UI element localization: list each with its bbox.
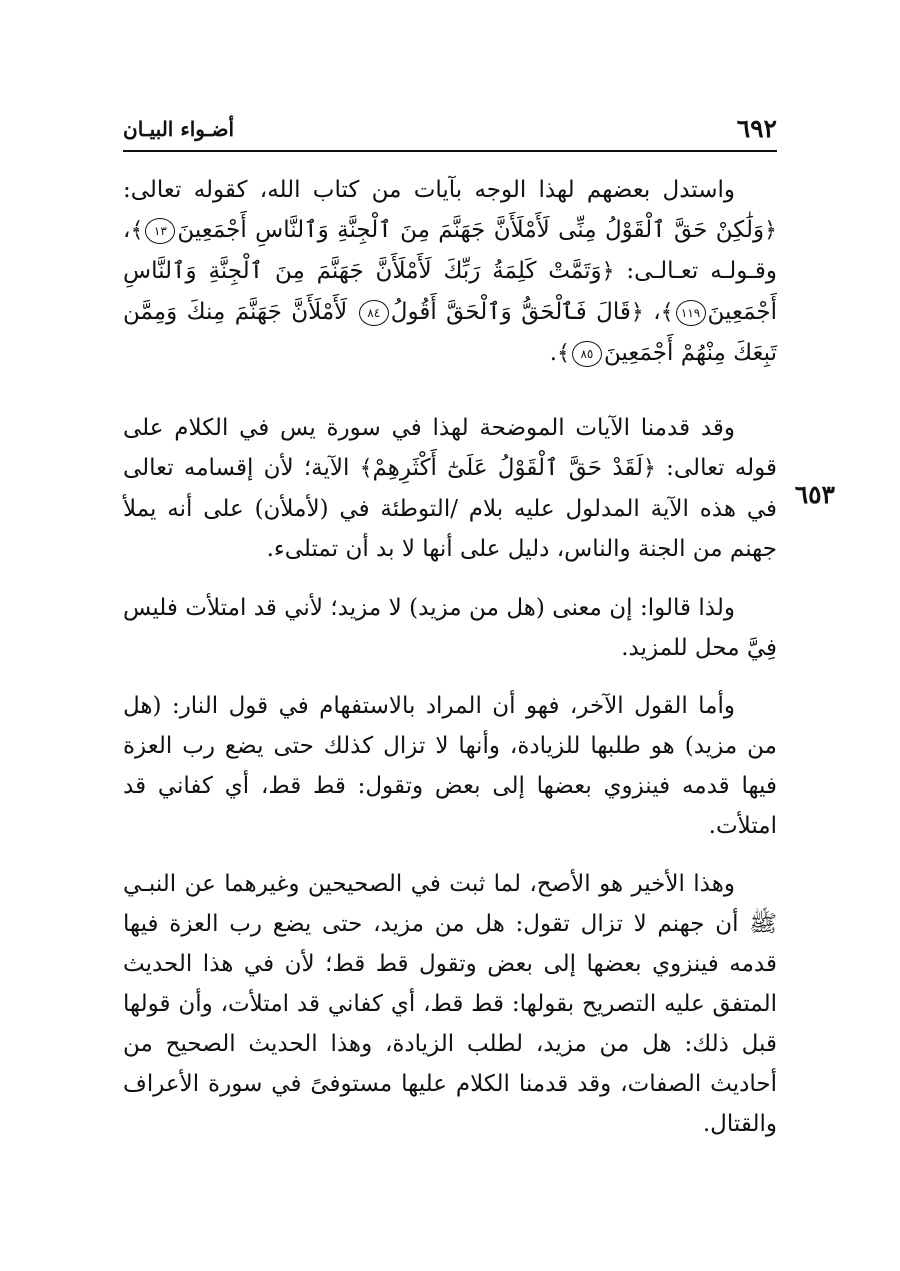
quran-verse-3a: قَالَ فَٱلْحَقُّ وَٱلْحَقَّ أَقُولُ [390, 299, 631, 325]
paragraph-1: واستدل بعضهم لهذا الوجه بآيات من كتاب الله، كقوله تعالى: ﴿وَلَٰكِنْ حَقَّ ٱلْقَوْلُ مِنِّى لَأَمْلَأَنَّ جَهَنَّمَ مِنَ ٱلْجِنَّةِ وَٱلنَّاسِ أَجْمَعِينَ١٣﴾، وقـولـه تعـالـى: ﴿وَتَمَّتْ كَلِمَةُ رَبِّكَ لَأَمْلَأَنَّ جَهَنَّمَ مِنَ ٱلْجِنَّةِ وَٱلنَّاسِ أَجْمَعِينَ١١٩﴾، ﴿قَالَ فَٱلْحَقُّ وَٱلْحَقَّ أَقُولُ٨٤ لَأَمْلَأَنَّ جَهَنَّمَ مِنكَ وَمِمَّن تَبِعَكَ مِنْهُمْ أَجْمَعِينَ٨٥﴾. [123, 177, 777, 366]
ayah-number-4: ٨٥ [572, 341, 602, 367]
ayah-number-1: ١٣ [145, 218, 175, 244]
quran-verse-1: وَلَٰكِنْ حَقَّ ٱلْقَوْلُ مِنِّى لَأَمْلَأَنَّ جَهَنَّمَ مِنَ ٱلْجِنَّةِ وَٱلنَّاسِ أَجْمَعِينَ [177, 217, 765, 243]
ayah-number-2: ١١٩ [676, 300, 706, 326]
paragraph-4 [123, 686, 777, 846]
p1-text-c: ، [653, 299, 661, 325]
page-number: ٦٩٢ [736, 114, 777, 143]
p5-text: وهذا الأخير هو الأصح، لما ثبت في الصحيحين وغيرهما عن النبـي ﷺ أن جهنم لا تزال تقول: هل من مزيد، حتى يضع رب العزة فيها قدمه فينزوي بعضها إلى بعض وتقول قط قط؛ لأن في هذا الحديث المتفق عليه التصريح بقولها: قط قط، أي كفاني قد امتلأت، وأن قولها قبل ذلك: هل من مزيد، لطلب الزيادة، وهذا الحديث الصحيح من أحاديث الصفات، وقد قدمنا الكلام عليها مستوفىً في سورة الأعراف والقتال. [123, 871, 777, 1137]
p4-text: وأما القول الآخر، فهو أن المراد بالاستفهام في قول النار: (هل من مزيد) هو طلبها للزيادة، وأنها لا تزال كذلك حتى يضع رب العزة فيها قدمه فينزوي بعضها إلى بعض وتقول: قط قط، أي كفاني قد امتلأت. [123, 693, 777, 839]
p2-text-b: الآية؛ لأن إقسامه تعالى في هذه الآية المدلول عليه بلام /التوطئة في (لأملأن) على أنه يملأ جهنم من الجنة والناس، دليل على أنها لا بد أن تمتلىء. [123, 455, 777, 562]
margin-page-reference: ٦٥٣ [794, 480, 835, 509]
p1-text-b: ، وقـولـه تعـالـى: [123, 217, 777, 284]
running-title: أضـواء البيـان [123, 117, 235, 141]
p1-text-a: واستدل بعضهم لهذا الوجه بآيات من كتاب الله، كقوله تعالى: [123, 177, 735, 203]
quran-verse-3b: لَأَمْلَأَنَّ جَهَنَّمَ مِنكَ وَمِمَّن تَبِعَكَ مِنْهُمْ أَجْمَعِينَ [123, 299, 777, 366]
quran-verse-2: وَتَمَّتْ كَلِمَةُ رَبِّكَ لَأَمْلَأَنَّ جَهَنَّمَ مِنَ ٱلْجِنَّةِ وَٱلنَّاسِ أَجْمَعِينَ [123, 258, 777, 325]
p1-text-d: . [549, 340, 558, 366]
quran-verse-4: لَقَدْ حَقَّ ٱلْقَوْلُ عَلَىٰٓ أَكْثَرِهِمْ [372, 455, 644, 481]
p3-text: ولذا قالوا: إن معنى (هل من مزيد) لا مزيد؛ لأني قد امتلأت فليس فِيَّ محل للمزيد. [123, 595, 777, 661]
paragraph-5 [123, 864, 777, 1144]
header-rule [123, 150, 777, 152]
page-header [123, 112, 777, 148]
paragraph-3 [123, 588, 777, 668]
p2-text-a: وقد قدمنا الآيات الموضحة لهذا في سورة يس في الكلام على قوله تعالى: [123, 415, 777, 481]
ayah-number-3: ٨٤ [359, 300, 389, 326]
paragraph-2: وقد قدمنا الآيات الموضحة لهذا في سورة يس في الكلام على قوله تعالى: ﴿لَقَدْ حَقَّ ٱلْقَوْلُ عَلَىٰٓ أَكْثَرِهِمْ﴾ الآية؛ لأن إقسامه تعالى في هذه الآية المدلول عليه بلام /التوطئة في (لأملأن) على أنه يملأ جهنم من الجنة والناس، دليل على أنها لا بد أن تمتلىء. [123, 415, 777, 562]
